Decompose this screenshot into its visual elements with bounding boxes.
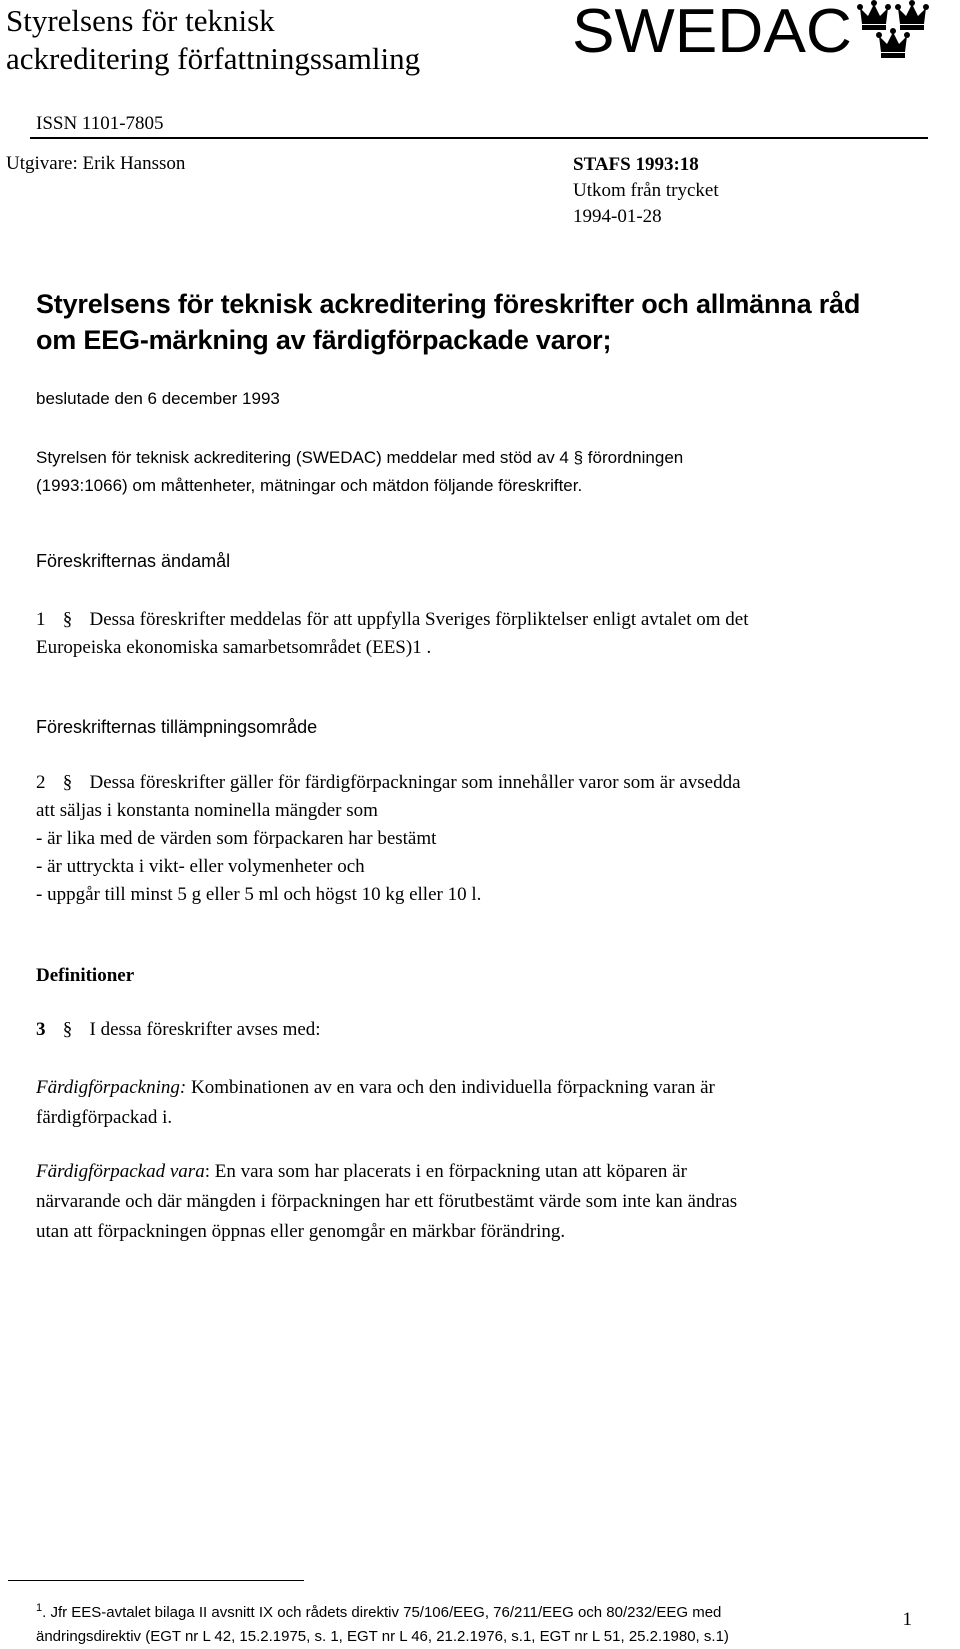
footnote-line2: ändringsdirektiv (EGT nr L 42, 15.2.1975, s. 1, EGT nr L 46, 21.2.1976, s.1, EGT nr L 51, 25.2.1980, s.1) (36, 1628, 729, 1645)
definition-text-line2: färdigförpackad i. (36, 1107, 173, 1128)
section-2-line2: att säljas i konstanta nominella mängder som (36, 800, 378, 821)
section-symbol: § (62, 1019, 73, 1040)
decided-date: beslutade den 6 december 1993 (36, 389, 280, 408)
definition-text-line3: utan att förpackningen öppnas eller genomgår en märkbar förändring. (36, 1221, 566, 1242)
page-number: 1 (902, 1609, 912, 1630)
intro-line2: (1993:1066) om måttenheter, mätningar och mätdon följande föreskrifter. (36, 476, 583, 495)
section-number: 1 (36, 609, 46, 630)
publisher: Utgivare: Erik Hansson (6, 153, 186, 174)
published-label: Utkom från trycket (573, 180, 719, 201)
definition-term: Färdigförpackad vara (36, 1161, 205, 1182)
section-symbol: § (62, 609, 73, 630)
definition-text: Kombinationen av en vara och den individuella förpackning varan är (186, 1077, 715, 1098)
section-heading-definitions: Definitioner (36, 965, 135, 986)
section-1-text: Dessa föreskrifter meddelas för att uppfylla Sveriges förpliktelser enligt avtalet om det (89, 609, 749, 630)
definition-text: : En vara som har placerats i en förpackning utan att köparen är (204, 1161, 687, 1182)
section-number: 2 (36, 772, 46, 793)
section-number: 3 (36, 1019, 46, 1040)
section-3-paragraph (36, 1019, 321, 1041)
section-1-paragraph (36, 606, 936, 662)
title-line2: om EEG-märkning av färdigförpackade varor; (36, 325, 612, 355)
list-item: - är lika med de värden som förpackaren har bestämt (36, 828, 437, 849)
footnote-divider (8, 1580, 304, 1581)
published-date: 1994-01-28 (573, 206, 662, 227)
series-title-line2: ackreditering författningssamling (6, 41, 421, 76)
section-2-paragraph (36, 769, 936, 909)
footnote (36, 1596, 946, 1649)
intro-paragraph (36, 444, 926, 500)
section-3-text: I dessa föreskrifter avses med: (89, 1019, 321, 1040)
definition-term: Färdigförpackning: (36, 1077, 187, 1098)
series-title-line1: Styrelsens för teknisk (6, 3, 275, 38)
footnote-line1: . Jfr EES-avtalet bilaga II avsnitt IX och rådets direktiv 75/106/EEG, 76/211/EEG och 80/232/EEG med (42, 1604, 722, 1621)
intro-line1: Styrelsen för teknisk ackreditering (SWEDAC) meddelar med stöd av 4 § förordningen (36, 448, 684, 467)
section-symbol: § (62, 772, 73, 793)
logo-wordmark: SWEDAC (572, 0, 852, 60)
definition-text-line2: närvarande och där mängden i förpackningen har ett förutbestämt värde som inte kan ändras (36, 1191, 738, 1212)
title-line1: Styrelsens för teknisk ackreditering föreskrifter och allmänna råd (36, 289, 861, 319)
footnote-marker: 1 (36, 1602, 43, 1614)
swedac-logo (568, 0, 960, 60)
list-item: - uppgår till minst 5 g eller 5 ml och högst 10 kg eller 10 l. (36, 884, 482, 905)
section-2-text: Dessa föreskrifter gäller för färdigförpackningar som innehåller varor som är avsedda (89, 772, 741, 793)
series-title (6, 2, 420, 78)
issn: ISSN 1101-7805 (36, 113, 164, 134)
document-title (36, 286, 926, 358)
list-item: - är uttryckta i vikt- eller volymenheter och (36, 856, 365, 877)
definition-prepackaged-goods (36, 1157, 936, 1247)
definition-prepackage (36, 1073, 936, 1133)
section-1-text-line2: Europeiska ekonomiska samarbetsområdet (EES)1 . (36, 637, 432, 658)
stafs-number: STAFS 1993:18 (573, 154, 699, 175)
header-divider (30, 137, 928, 139)
stafs-block (573, 152, 719, 230)
section-heading-scope: Föreskrifternas tillämpningsområde (36, 717, 318, 737)
section-heading-purpose: Föreskrifternas ändamål (36, 551, 231, 571)
three-crowns-icon (857, 0, 929, 58)
